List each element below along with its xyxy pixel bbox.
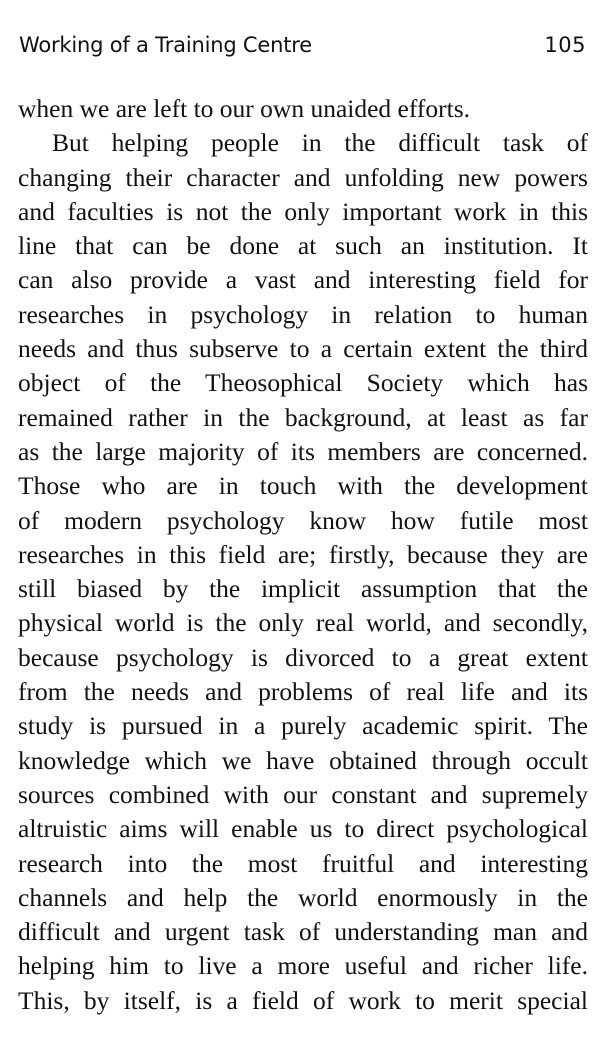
running-header — [19, 30, 586, 60]
text-line: object of the Theosophical Society which has — [18, 368, 588, 398]
text-line: needs and thus subserve to a certain extent the third — [18, 334, 588, 364]
text-line: But helping people in the difficult task of — [52, 128, 588, 158]
text-line: research into the most fruitful and interesting — [18, 848, 588, 878]
text-line: because psychology is divorced to a great extent — [18, 642, 588, 672]
page-number: 105 — [544, 33, 586, 57]
text-line: altruistic aims will enable us to direct psychological — [18, 814, 588, 844]
text-line: as the large majority of its members are concerned. — [18, 436, 588, 466]
text-line: line that can be done at such an institution. It — [18, 231, 588, 261]
text-line: still biased by the implicit assumption that the — [18, 574, 588, 604]
text-line: Those who are in touch with the development — [18, 471, 588, 501]
text-line: study is pursued in a purely academic spirit. The — [18, 711, 588, 741]
text-line: difficult and urgent task of understanding man and — [18, 917, 588, 947]
text-line: from the needs and problems of real life and its — [18, 677, 588, 707]
body-text — [18, 92, 588, 1018]
text-line: knowledge which we have obtained through occult — [18, 745, 588, 775]
text-line: changing their character and unfolding new powers — [18, 162, 588, 192]
text-line: and faculties is not the only important work in this — [18, 196, 588, 226]
text-line: physical world is the only real world, and secondly, — [18, 608, 588, 638]
text-line: channels and help the world enormously in the — [18, 882, 588, 912]
text-line: can also provide a vast and interesting field for — [18, 265, 588, 295]
text-line: researches in psychology in relation to human — [18, 299, 588, 329]
text-line: helping him to live a more useful and richer life. — [18, 951, 588, 981]
text-line: This, by itself, is a field of work to merit special — [18, 985, 588, 1015]
text-line: when we are left to our own unaided efforts. — [18, 94, 471, 123]
running-title: Working of a Training Centre — [19, 33, 312, 57]
text-line: researches in this field are; firstly, because they are — [18, 539, 588, 569]
text-line: of modern psychology know how futile most — [18, 505, 588, 535]
text-line: sources combined with our constant and supremely — [18, 779, 588, 809]
text-line: remained rather in the background, at least as far — [18, 402, 588, 432]
